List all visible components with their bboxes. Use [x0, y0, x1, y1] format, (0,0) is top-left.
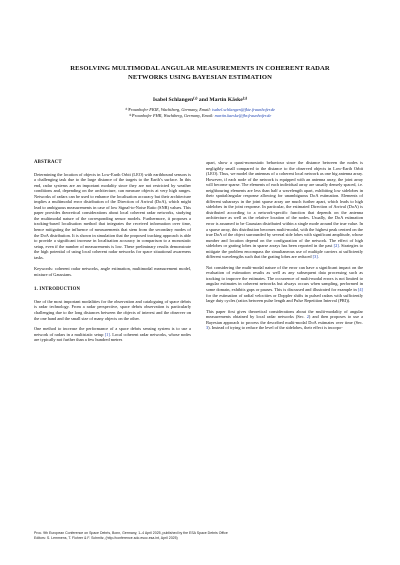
abstract-text: Determining the location of objects in Low-Earth Orbit (LEO) with earthbound sensors is a challenging task due to the large distance of the targets to the Earth’s surface. In this end, radar systems are an important modality since they are not restricted by weather conditions and, depending on the architecture, can measure objects at very high ranges. Networks of radars can be used to enhance the localisation accuracy but their architecture implies a multimodal error distribution of the Direction of Arrival (DoA), which might lead to ambiguous measurements in case of low Signal-to-Noise Ratio (SNR) values. This paper provides theoretical considerations about local coherent radar networks, studying the multimodal nature of the corresponding sensor models. Furthermore, it proposes a tracking-based localisation method that integrates the received information over time, hence mitigating the influence of measurements that stem from the secondary modes of the DoA distribution. It is shown in simulation that the proposed tracking approach is able to provide a significant increase in localisation accuracy in comparison to a monostatic setup, even if the number of measurements is low. These preliminary results demonstrate the high potential of using local coherent radar networks for space situational awareness tasks. — [34, 171, 191, 260]
citation-link-3[interactable]: [3] — [312, 254, 318, 260]
author-list: Isabel Schlangen⁽¹⁾ and Martin Käske⁽²⁾ — [152, 97, 248, 103]
section-link-2[interactable]: 2 — [306, 314, 309, 320]
right-paragraph-1 — [206, 160, 363, 260]
section-link-3[interactable]: 3 — [206, 325, 209, 331]
footer-line-2: Editors: S. Lemmens, T. Flohrer & F. Schmitz, (http://conference.sdo.esoc.esa.int, April 2025) — [34, 535, 178, 540]
right-p2-text-a: Not considering the multi-modal nature of the error can have a significant impact on the evaluation of estimation results as well as any subsequent data processing such as tracking to improve the estimates. The occurrence of multi-modal errors is not limited to angular estimates in coherent networks but always occurs when sampling, performed in some domain, exhibits gaps or pauses. This is discussed and illustrated for example in — [206, 264, 363, 293]
right-p3-text-a: This paper first gives theoretical considerations about the multi-modality of angular measurements obtained by local radar networks (Sec. — [206, 308, 363, 320]
paper-title — [30, 64, 370, 82]
intro-p2-text-b: . Local coherent radar networks, whose nodes are typically not further than a few hundred metres — [34, 331, 191, 343]
intro-p2-text-a: One method to increase the performance of a space debris sensing system is to use a network of radars in a multistatic setup — [34, 326, 191, 337]
title-line-2: NETWORKS USING BAYESIAN ESTIMATION — [128, 74, 272, 81]
right-p1-text-b: . Strategies to mitigate the problem encompass the simultaneous use of multiple carriers at sufficiently different wavelengths such that the grating lobes are reduced — [206, 243, 363, 260]
right-p2-text-b: for the estimation of radial velocities or Doppler shifts in pulsed radars with sufficiently large duty cycles (ratios between pulse length and Pulse Repetition Interval (PRI)). — [206, 292, 363, 304]
right-p1-text-c: . — [317, 254, 319, 260]
affiliation-2-text: ⁽²⁾Fraunhofer FHR, Wachtberg, Germany, Email: — [128, 112, 215, 118]
citation-link-1[interactable]: [1] — [104, 331, 110, 337]
right-paragraph-2 — [206, 265, 363, 304]
affiliation-1-email[interactable]: isabel.schlangen@fkie.fraunhofer.de — [212, 107, 276, 112]
left-column — [34, 160, 191, 343]
right-paragraph-3 — [206, 309, 363, 331]
title-line-1: RESOLVING MULTIMODAL ANGULAR MEASUREMENTS IN COHERENT RADAR — [70, 65, 330, 72]
right-p1-text-a: apart, show a quasi-monostatic behaviour since the distance between the nodes is negligibly small compared to the distance to the observed objects in Low-Earth Orbit (LEO). Thus, we model the antennas of a coherent local network as one big antenna array. However, if each node of the network is equipped with an antenna array, the joint array will become sparse. The elements of each individual array are usually densely spaced, i.e. neighbouring elements are less than half a wavelength apart, exhibiting low sidelobes in their spatial/angular response allowing for unambiguous DoA estimation. Elements of different subarrays in the joint sparse array are much further apart, which leads to high sidelobes in the joint response. In particular, the estimated Direction of Arrival (DoA) is distributed according to a network-specific function that depends on the antenna architecture as well as the relative location of the nodes. Usually, the DoA estimation error is assumed to be Gaussian distributed within a single mode around the true value. In a sparse array, this distribution becomes multi-modal, with the highest peak centred on the true DoA of the object surrounded by several side lobes with significant amplitude, whose number and location depend on the configuration of the network. The effect of high sidelobes or grating lobes in sparse arrays has been reported in the past — [206, 160, 363, 249]
right-column — [206, 160, 363, 331]
affiliation-2 — [30, 113, 370, 119]
citation-link-2[interactable]: [2] — [333, 243, 339, 249]
citation-link-4[interactable]: [4] — [357, 287, 363, 293]
intro-paragraph-1: One of the most important modalities for the observation and cataloguing of space debris is radar technology. From a radar perspective, space debris observation is particularly challenging due to the long distances between the objects of interest and the observer on the one hand and the small size of many objects on the other. — [34, 298, 191, 321]
affiliation-1-text: ⁽¹⁾Fraunhofer FKIE, Wachtberg, Germany, Email: — [124, 107, 213, 112]
right-p3-text-c: ). Instead of trying to reduce the level of the sidelobes, their effect is incorpo- — [208, 325, 343, 331]
introduction-heading: 1. INTRODUCTION — [34, 287, 81, 293]
keywords-text: Keywords: coherent radar networks, angle estimation, multimodal measurement model, mixture of Gaussians. — [34, 266, 191, 277]
intro-paragraph-2 — [34, 326, 191, 343]
abstract-heading: ABSTRACT — [34, 160, 62, 165]
footer-line-1: Proc. 9th European Conference on Space Debris, Bonn, Germany, 1–4 April 2025, published by the ESA Space Debris Office — [34, 531, 228, 535]
right-p3-text-b: ) and then proposes to use a Bayesian approach to process the described multi-modal DoA estimates over time (Sec. — [206, 314, 363, 325]
affiliation-2-email[interactable]: martin.kaeske@fhr.fraunhofer.de — [214, 112, 272, 118]
affiliations — [30, 107, 370, 118]
page-footer — [34, 531, 374, 541]
